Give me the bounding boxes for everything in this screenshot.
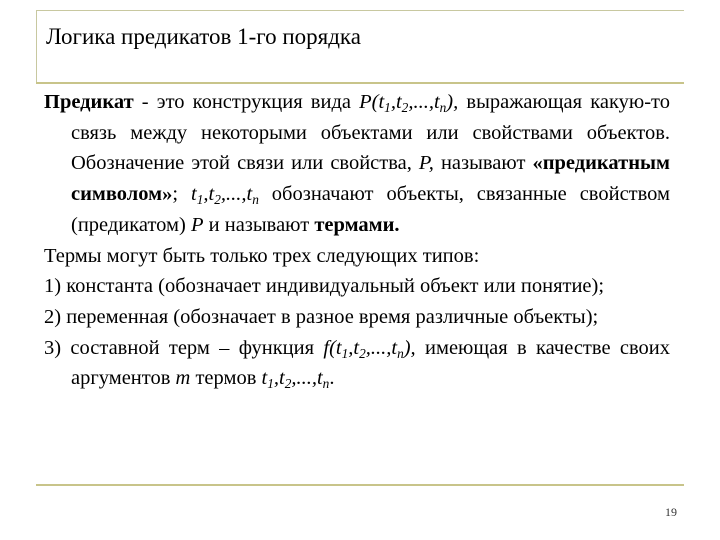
slide-title: Логика предикатов 1-го порядка <box>46 24 361 49</box>
footer-divider <box>36 484 684 486</box>
predicate-term: Предикат <box>44 91 134 113</box>
predicate-definition: Предикат - это конструкция вида $P(t_1,t_2,...,t_n)$, выражающая какую-то связь между некоторыми объектами или свойствами объектов. Обозначение этой связи или свойства, P, называют «предикатным символом»; $t_1,t_2,...,t_n$ обозначают объекты, связанные свойством (предикатом) P и называют термами. <box>44 91 670 236</box>
term-list: $t_1,t_2,...,t_n$ <box>261 367 330 392</box>
terms-types-intro: Термы могут быть только трех следующих типов: <box>44 244 480 267</box>
predicate-symbol-phrase: «предикатным символом» <box>71 152 670 206</box>
predicate-symbol-P: P, <box>418 152 434 175</box>
definition-text-2: выражающая какую-то связь между некоторыми объектами или свойствами объектов. Обозначение этой связи или свойства, <box>71 91 670 175</box>
list-item-compound-term: 3) составной терм – функция $f(t_1,t_2,...,t_n)$, имеющая в качестве своих аргументов m термов $t_1,t_2,...,t_n$. <box>44 336 670 392</box>
definition-text-6: и называют <box>203 213 315 236</box>
definition-text-5: обозначают объекты, связанные свойством (предикатом) <box>71 183 670 236</box>
function-expression: $f(t_1,t_2,...,t_n)$, <box>323 336 416 361</box>
m-variable: m <box>175 367 191 390</box>
definition-text-4: ; <box>172 183 192 206</box>
term-variables: $t_1,t_2,...,t_n$ <box>191 183 259 208</box>
terms-word: термами <box>314 213 395 236</box>
list-item-constant: 1) константа (обозначает индивидуальный объект или понятие); <box>44 275 605 298</box>
page-number: 19 <box>665 505 677 519</box>
list-item-variable: 2) переменная (обозначает в разное время различные объекты); <box>44 305 599 328</box>
slide-body <box>44 87 670 394</box>
definition-text-1: - это конструкция вида <box>133 91 360 113</box>
title-divider <box>36 82 684 84</box>
definition-text-3: называют <box>433 152 533 175</box>
predicate-expression: $P(t_1,t_2,...,t_n)$, <box>359 91 459 115</box>
predicate-symbol-P-2: P <box>190 213 204 236</box>
